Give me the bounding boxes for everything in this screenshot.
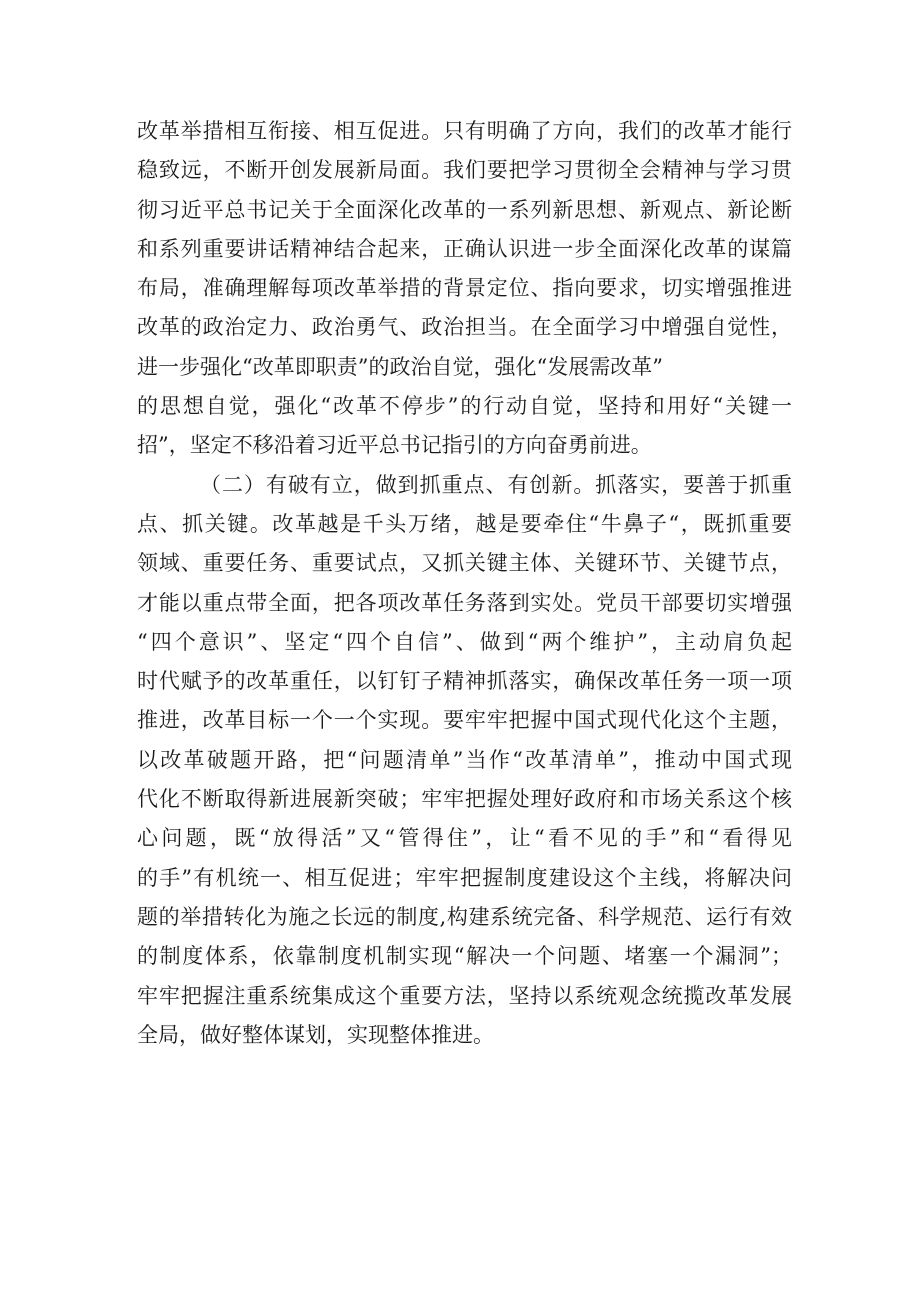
text-line: 代化不断取得新进展新突破；牢牢把握处理好政府和市场关系这个核 (137, 787, 792, 812)
text-line: 的制度体系，依靠制度机制实现“解决一个问题、堵塞一个漏洞”； (137, 944, 792, 969)
text-line: 的思想自觉，强化“改革不停步”的行动自觉，坚持和用好“关键一 (137, 394, 792, 419)
text-line: “四个意识”、坚定“四个自信”、做到“两个维护”，主动肩负起 (137, 629, 792, 654)
text-line: 进一步强化“改革即职责”的政治自觉，强化“发展需改革” (137, 354, 663, 379)
text-line: 题的举措转化为施之长远的制度,构建系统完备、科学规范、运行有效 (137, 904, 792, 929)
text-line: 以改革破题开路，把“问题清单”当作“改革清单”，推动中国式现 (137, 747, 792, 772)
text-line: 牢牢把握注重系统集成这个重要方法，坚持以系统观念统揽改革发展 (137, 983, 792, 1008)
text-line: 才能以重点带全面，把各项改革任务落到实处。党员干部要切实增强 (137, 590, 792, 615)
text-line: 稳致远，不断开创发展新局面。我们要把学习贯彻全会精神与学习贯 (137, 158, 792, 183)
text-line: 领域、重要任务、重要试点，又抓关键主体、关键环节、关键节点， (137, 551, 792, 576)
text-line: 彻习近平总书记关于全面深化改革的一系列新思想、新观点、新论断 (137, 197, 792, 222)
text-line: 点、抓关键。改革越是千头万绪，越是要牵住“牛鼻子“，既抓重要 (137, 511, 792, 536)
section-heading-line: （二）有破有立，做到抓重点、有创新。抓落实，要善于抓重 (200, 472, 792, 497)
text-line: 时代赋予的改革重任，以钉钉子精神抓落实，确保改革任务一项一项 (137, 669, 792, 694)
text-line: 心问题，既“放得活”又“管得住”，让“看不见的手”和“看得见 (137, 826, 792, 851)
text-line: 全局，做好整体谋划，实现整体推进。 (137, 1022, 494, 1047)
text-line: 推进，改革目标一个一个实现。要牢牢把握中国式现代化这个主题， (137, 708, 792, 733)
text-line: 布局，准确理解每项改革举措的背景定位、指向要求，切实增强推进 (137, 276, 792, 301)
body-text (137, 112, 792, 1055)
text-line: 招”，坚定不移沿着习近平总书记指引的方向奋勇前进。 (137, 433, 652, 458)
text-line: 和系列重要讲话精神结合起来，正确认识进一步全面深化改革的谋篇 (137, 236, 792, 261)
text-line: 改革举措相互衔接、相互促进。只有明确了方向，我们的改革才能行 (137, 119, 792, 143)
text-line: 的手”有机统一、相互促进；牢牢把握制度建设这个主线，将解决问 (137, 865, 792, 890)
text-line: 改革的政治定力、政治勇气、政治担当。在全面学习中增强自觉性， (137, 315, 792, 340)
